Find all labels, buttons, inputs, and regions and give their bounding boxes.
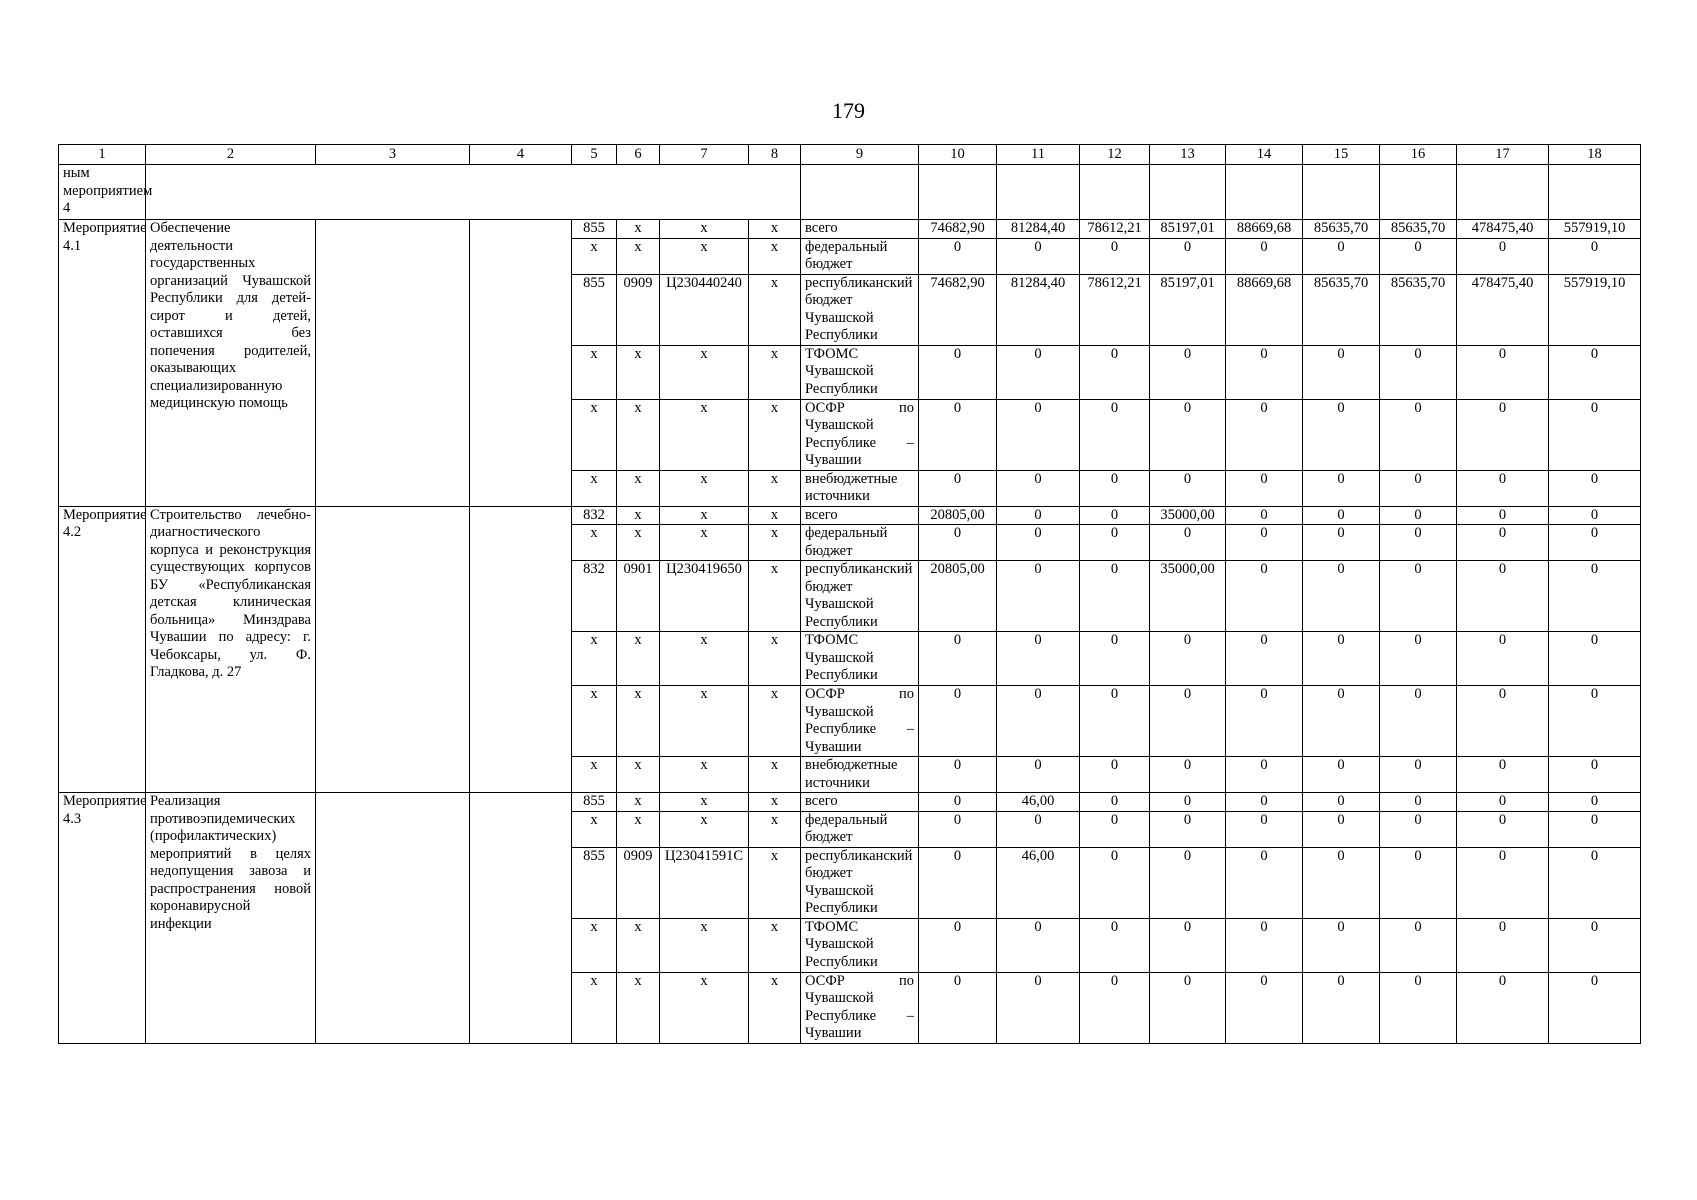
expense-type-code: x [749,399,801,470]
target-article-code: x [660,811,749,847]
column-number-12: 12 [1080,145,1150,165]
column-number-18: 18 [1549,145,1641,165]
value-col-17: 0 [1457,525,1549,561]
value-col-15: 0 [1303,847,1380,918]
expense-type-code: x [749,847,801,918]
grbs-code: 855 [572,220,617,239]
target-article-code: x [660,686,749,757]
value-col-16: 85635,70 [1380,274,1457,345]
target-article-code: Ц230419650 [660,561,749,632]
section-code: x [617,506,660,525]
funding-source: всего [801,793,919,812]
value-col-10: 0 [919,811,997,847]
value-col-14: 0 [1226,345,1303,399]
grbs-code: x [572,811,617,847]
value-col-13: 0 [1150,847,1226,918]
value-col-15: 0 [1303,506,1380,525]
value-col-13: 0 [1150,972,1226,1043]
value-col-12: 0 [1080,757,1150,793]
expense-type-code: x [749,793,801,812]
value-col-17: 478475,40 [1457,274,1549,345]
measure-name: Мероприятие 4.3 [59,793,146,1044]
section-code: x [617,345,660,399]
expense-type-code: x [749,525,801,561]
value-col-15: 85635,70 [1303,220,1380,239]
expense-type-code: x [749,918,801,972]
value-col-18: 0 [1549,238,1641,274]
value-col-17: 0 [1457,470,1549,506]
column-number-10: 10 [919,145,997,165]
value-col-14: 0 [1226,918,1303,972]
value-col-11: 0 [997,525,1080,561]
value-col-17: 0 [1457,847,1549,918]
expense-type-code: x [749,686,801,757]
funding-source: внебюджетные источники [801,757,919,793]
value-col-15: 0 [1303,470,1380,506]
value-col-11: 46,00 [997,793,1080,812]
value-col-15: 0 [1303,345,1380,399]
funding-source: ТФОМС Чувашской Республики [801,345,919,399]
value-col-10: 74682,90 [919,274,997,345]
value-col-11: 0 [997,632,1080,686]
value-col-12: 0 [1080,632,1150,686]
value-col-12: 0 [1080,345,1150,399]
value-col-11: 81284,40 [997,274,1080,345]
value-col-17: 0 [1457,632,1549,686]
value-col-15: 0 [1303,399,1380,470]
section-code: x [617,793,660,812]
funding-source: ОСФР по Чувашской Республике – Чувашии [801,399,919,470]
grbs-code: x [572,470,617,506]
section-code: x [617,918,660,972]
expense-type-code: x [749,274,801,345]
grbs-code: 855 [572,274,617,345]
grbs-code: 855 [572,847,617,918]
target-article-code: x [660,525,749,561]
value-col-14: 0 [1226,399,1303,470]
value-col-10: 0 [919,632,997,686]
value-col-13: 85197,01 [1150,274,1226,345]
value-col-15: 0 [1303,972,1380,1043]
value-col-16: 0 [1380,757,1457,793]
section-code: x [617,470,660,506]
target-indicator [470,793,572,1044]
target-article-code: x [660,793,749,812]
value-col-11: 0 [997,811,1080,847]
value-col-14: 88669,68 [1226,274,1303,345]
value-col-11: 0 [997,972,1080,1043]
value-col-13: 85197,01 [1150,220,1226,239]
column-number-8: 8 [749,145,801,165]
budget-table [58,144,1641,1044]
value-col-15: 0 [1303,632,1380,686]
value-col-15: 0 [1303,811,1380,847]
section-code: x [617,238,660,274]
column-number-11: 11 [997,145,1080,165]
section-code: 0909 [617,274,660,345]
column-number-15: 15 [1303,145,1380,165]
value-col-11: 46,00 [997,847,1080,918]
expense-type-code: x [749,345,801,399]
expense-type-code: x [749,506,801,525]
expense-type-code: x [749,238,801,274]
value-col-12: 0 [1080,686,1150,757]
value-col-17: 0 [1457,811,1549,847]
value-col-10: 0 [919,525,997,561]
value-col-17: 0 [1457,506,1549,525]
continuation-label: ным мероприятием 4 [59,165,146,220]
expense-type-code: x [749,757,801,793]
section-code: x [617,525,660,561]
funding-source: республиканский бюджет Чувашской Республики [801,274,919,345]
responsible-executor [316,793,470,1044]
value-col-12: 0 [1080,847,1150,918]
value-col-18: 0 [1549,972,1641,1043]
value-col-18: 0 [1549,811,1641,847]
target-article-code: Ц23041591С [660,847,749,918]
value-col-18: 0 [1549,686,1641,757]
table-row [59,506,1641,525]
value-col-16: 0 [1380,686,1457,757]
page-number: 179 [832,98,865,123]
value-col-18: 0 [1549,632,1641,686]
value-col-13: 0 [1150,345,1226,399]
value-col-12: 78612,21 [1080,220,1150,239]
value-col-16: 0 [1380,238,1457,274]
value-col-17: 0 [1457,345,1549,399]
table-row [59,220,1641,239]
target-article-code: x [660,506,749,525]
value-col-16: 0 [1380,811,1457,847]
section-code: 0909 [617,847,660,918]
value-col-12: 0 [1080,793,1150,812]
measure-name: Мероприятие 4.2 [59,506,146,793]
target-article-code: x [660,470,749,506]
grbs-code: x [572,918,617,972]
value-col-18: 0 [1549,918,1641,972]
value-col-16: 85635,70 [1380,220,1457,239]
column-number-16: 16 [1380,145,1457,165]
value-col-16: 0 [1380,345,1457,399]
value-col-12: 0 [1080,238,1150,274]
value-col-13: 0 [1150,525,1226,561]
target-indicator [470,220,572,507]
value-col-11: 0 [997,686,1080,757]
funding-source: федеральный бюджет [801,525,919,561]
grbs-code: x [572,238,617,274]
value-col-14: 0 [1226,972,1303,1043]
column-number-4: 4 [470,145,572,165]
value-col-12: 0 [1080,811,1150,847]
value-col-18: 557919,10 [1549,274,1641,345]
grbs-code: 832 [572,506,617,525]
target-article-code: x [660,345,749,399]
value-col-11: 0 [997,399,1080,470]
value-col-14: 0 [1226,506,1303,525]
value-col-17: 478475,40 [1457,220,1549,239]
column-number-17: 17 [1457,145,1549,165]
value-col-10: 0 [919,757,997,793]
value-col-14: 0 [1226,686,1303,757]
value-col-18: 0 [1549,525,1641,561]
value-col-18: 0 [1549,345,1641,399]
value-col-11: 0 [997,506,1080,525]
funding-source: федеральный бюджет [801,238,919,274]
grbs-code: x [572,686,617,757]
column-number-13: 13 [1150,145,1226,165]
value-col-17: 0 [1457,561,1549,632]
value-col-13: 0 [1150,793,1226,812]
expense-type-code: x [749,632,801,686]
column-number-7: 7 [660,145,749,165]
value-col-13: 0 [1150,238,1226,274]
value-col-13: 0 [1150,686,1226,757]
value-col-14: 0 [1226,811,1303,847]
value-col-12: 0 [1080,525,1150,561]
value-col-13: 0 [1150,811,1226,847]
value-col-16: 0 [1380,632,1457,686]
column-number-9: 9 [801,145,919,165]
expense-type-code: x [749,470,801,506]
value-col-13: 0 [1150,470,1226,506]
value-col-10: 0 [919,399,997,470]
measure-description: Строительство лечебно-диагностического корпуса и реконструкция существующих корпусов БУ «Республиканская детская клиническая больница» Минздрава Чувашии по адресу: г. Чебоксары, ул. Ф. Гладкова, д. 27 [146,506,316,793]
value-col-13: 35000,00 [1150,506,1226,525]
value-col-17: 0 [1457,918,1549,972]
target-article-code: x [660,632,749,686]
section-code: 0901 [617,561,660,632]
value-col-10: 20805,00 [919,561,997,632]
column-number-14: 14 [1226,145,1303,165]
grbs-code: x [572,525,617,561]
column-number-row [59,145,1641,165]
value-col-11: 81284,40 [997,220,1080,239]
funding-source: республиканский бюджет Чувашской Республики [801,561,919,632]
table-row [59,793,1641,812]
value-col-18: 0 [1549,793,1641,812]
value-col-15: 0 [1303,686,1380,757]
grbs-code: 832 [572,561,617,632]
section-code: x [617,220,660,239]
value-col-13: 0 [1150,918,1226,972]
value-col-14: 0 [1226,793,1303,812]
value-col-16: 0 [1380,399,1457,470]
target-article-code: x [660,918,749,972]
section-code: x [617,757,660,793]
expense-type-code: x [749,972,801,1043]
value-col-12: 0 [1080,399,1150,470]
funding-source: внебюджетные источники [801,470,919,506]
value-col-16: 0 [1380,847,1457,918]
value-col-13: 0 [1150,632,1226,686]
target-article-code: Ц230440240 [660,274,749,345]
funding-source: ОСФР по Чувашской Республике – Чувашии [801,972,919,1043]
value-col-12: 78612,21 [1080,274,1150,345]
grbs-code: x [572,399,617,470]
value-col-11: 0 [997,345,1080,399]
continuation-row [59,165,1641,220]
value-col-14: 88669,68 [1226,220,1303,239]
column-number-3: 3 [316,145,470,165]
value-col-18: 0 [1549,847,1641,918]
value-col-18: 0 [1549,506,1641,525]
value-col-12: 0 [1080,506,1150,525]
grbs-code: x [572,972,617,1043]
value-col-12: 0 [1080,972,1150,1043]
value-col-10: 0 [919,972,997,1043]
expense-type-code: x [749,811,801,847]
target-article-code: x [660,972,749,1043]
value-col-15: 0 [1303,561,1380,632]
value-col-10: 0 [919,470,997,506]
value-col-11: 0 [997,470,1080,506]
responsible-executor [316,220,470,507]
value-col-15: 0 [1303,525,1380,561]
value-col-16: 0 [1380,793,1457,812]
column-number-2: 2 [146,145,316,165]
section-code: x [617,811,660,847]
value-col-13: 35000,00 [1150,561,1226,632]
value-col-17: 0 [1457,793,1549,812]
value-col-15: 0 [1303,757,1380,793]
value-col-17: 0 [1457,972,1549,1043]
value-col-12: 0 [1080,918,1150,972]
value-col-10: 0 [919,686,997,757]
value-col-10: 0 [919,918,997,972]
value-col-15: 0 [1303,238,1380,274]
target-article-code: x [660,757,749,793]
column-number-5: 5 [572,145,617,165]
value-col-14: 0 [1226,632,1303,686]
value-col-18: 557919,10 [1549,220,1641,239]
value-col-17: 0 [1457,238,1549,274]
value-col-11: 0 [997,918,1080,972]
section-code: x [617,686,660,757]
value-col-11: 0 [997,238,1080,274]
funding-source: республиканский бюджет Чувашской Республики [801,847,919,918]
value-col-14: 0 [1226,238,1303,274]
expense-type-code: x [749,220,801,239]
value-col-10: 0 [919,345,997,399]
measure-description: Обеспечение деятельности государственных организаций Чувашской Республики для детей-сирот и детей, оставшихся без попечения родителей, оказывающих специализированную медицинскую помощь [146,220,316,507]
value-col-10: 20805,00 [919,506,997,525]
value-col-17: 0 [1457,399,1549,470]
value-col-10: 74682,90 [919,220,997,239]
section-code: x [617,632,660,686]
grbs-code: x [572,757,617,793]
target-article-code: x [660,220,749,239]
value-col-17: 0 [1457,757,1549,793]
value-col-16: 0 [1380,561,1457,632]
funding-source: ОСФР по Чувашской Республике – Чувашии [801,686,919,757]
value-col-17: 0 [1457,686,1549,757]
grbs-code: 855 [572,793,617,812]
target-article-code: x [660,238,749,274]
value-col-15: 85635,70 [1303,274,1380,345]
grbs-code: x [572,632,617,686]
value-col-10: 0 [919,847,997,918]
value-col-14: 0 [1226,757,1303,793]
value-col-12: 0 [1080,561,1150,632]
value-col-11: 0 [997,757,1080,793]
value-col-18: 0 [1549,757,1641,793]
value-col-16: 0 [1380,506,1457,525]
value-col-10: 0 [919,238,997,274]
value-col-16: 0 [1380,470,1457,506]
funding-source: всего [801,220,919,239]
responsible-executor [316,506,470,793]
target-indicator [470,506,572,793]
value-col-10: 0 [919,793,997,812]
target-article-code: x [660,399,749,470]
value-col-18: 0 [1549,561,1641,632]
value-col-14: 0 [1226,525,1303,561]
value-col-13: 0 [1150,399,1226,470]
section-code: x [617,399,660,470]
section-code: x [617,972,660,1043]
value-col-18: 0 [1549,399,1641,470]
column-number-1: 1 [59,145,146,165]
value-col-16: 0 [1380,918,1457,972]
measure-name: Мероприятие 4.1 [59,220,146,507]
value-col-14: 0 [1226,470,1303,506]
value-col-15: 0 [1303,793,1380,812]
funding-source: всего [801,506,919,525]
expense-type-code: x [749,561,801,632]
measure-description: Реализация противоэпидемических (профилактических) мероприятий в целях недопущения завоза и распространения новой коронавирусной инфекции [146,793,316,1044]
value-col-14: 0 [1226,847,1303,918]
grbs-code: x [572,345,617,399]
value-col-16: 0 [1380,525,1457,561]
value-col-11: 0 [997,561,1080,632]
value-col-18: 0 [1549,470,1641,506]
funding-source: ТФОМС Чувашской Республики [801,632,919,686]
column-number-6: 6 [617,145,660,165]
value-col-13: 0 [1150,757,1226,793]
value-col-15: 0 [1303,918,1380,972]
funding-source: ТФОМС Чувашской Республики [801,918,919,972]
funding-source: федеральный бюджет [801,811,919,847]
value-col-16: 0 [1380,972,1457,1043]
value-col-12: 0 [1080,470,1150,506]
value-col-14: 0 [1226,561,1303,632]
